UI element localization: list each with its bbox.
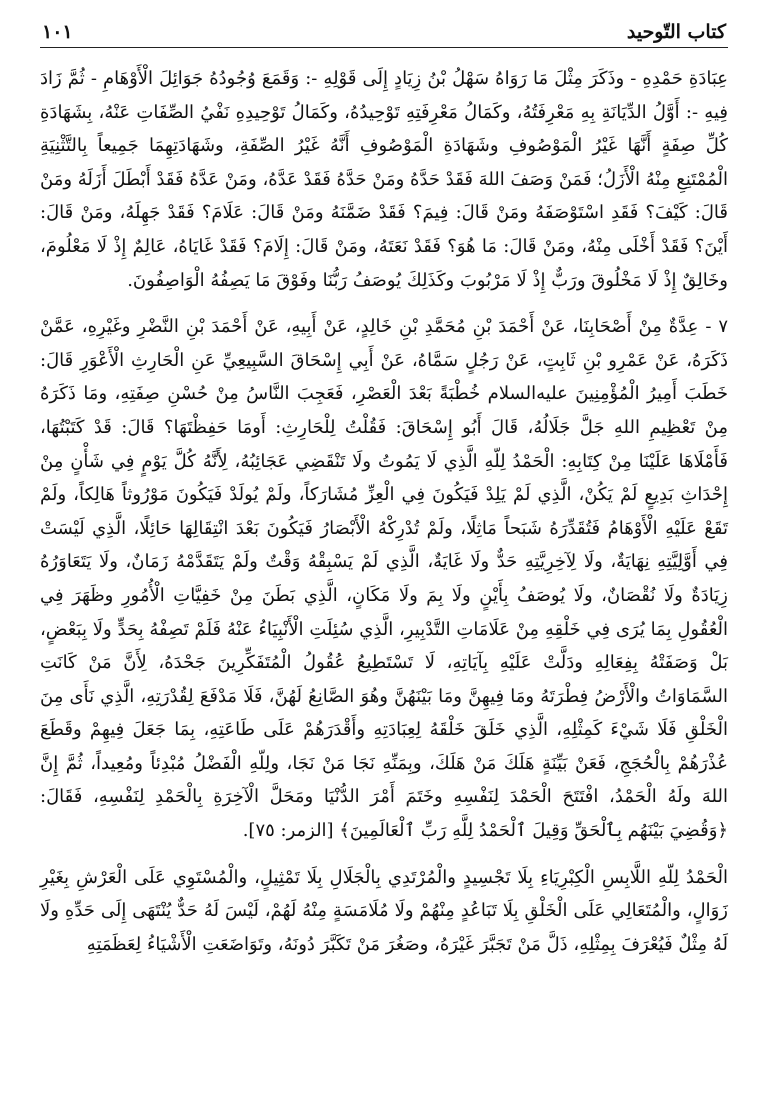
paragraph-continuation: عِبَادَةِ حَمْدِهِ - وذَكَرَ مِثْلَ مَا رَوَاهُ سَهْلُ بْنُ زِيَادٍ إِلَى قَوْلِهِ -: وَقَمَعَ وُجُودُهُ جَوَائِلَ الْأَوْهَامِ - ثُمَّ زَادَ فِيهِ -: أَوَّلُ الدِّيَانَةِ بِهِ مَعْرِفَتُهُ، وكَمَالُ مَعْرِفَتِهِ تَوْحِيدُهُ، وكَمَالُ تَوْحِيدِهِ نَفْيُ الصِّفَاتِ عَنْهُ، بِشَهَادَةِ كُلِّ صِفَةٍ أَنَّهَا غَيْرُ الْمَوْصُوفِ وشَهَادَةِ الْمَوْصُوفِ أَنَّهُ غَيْرُ الصِّفَةِ، وشَهَادَتِهِمَا جَمِيعاً بِالتَّثْنِيَةِ الْمُمْتَنِعِ مِنْهُ الْأَزَلُ؛ فَمَنْ وَصَفَ اللهَ فَقَدْ حَدَّهُ ومَنْ حَدَّهُ فَقَدْ عَدَّهُ، ومَنْ عَدَّهُ فَقَدْ أَبْطَلَ أَزَلَهُ ومَنْ قَالَ: كَيْفَ؟ فَقَدِ اسْتَوْصَفَهُ ومَنْ قَالَ: فِيمَ؟ فَقَدْ ضَمَّنَهُ ومَنْ قَالَ: عَلَامَ؟ فَقَدْ جَهِلَهُ، ومَنْ قَالَ: أَيْنَ؟ فَقَدْ أَخْلَى مِنْهُ، ومَنْ قَالَ: مَا هُوَ؟ فَقَدْ نَعَتَهُ، ومَنْ قَالَ: إِلَامَ؟ فَقَدْ غَايَاهُ، عَالِمٌ إِذْ لَا مَعْلُومَ، وخَالِقٌ إِذْ لَا مَخْلُوقَ ورَبٌّ إِذْ لَا مَرْبُوبَ وكَذَلِكَ يُوصَفُ رَبُّنَا وفَوْقَ مَا يَصِفُهُ الْوَاصِفُونَ.: [40, 68, 728, 291]
page-body: [40, 62, 728, 961]
running-title: كتاب التّوحيد: [626, 21, 726, 43]
page-header: [40, 0, 728, 48]
paragraph-hadith-7: ٧ - عِدَّةٌ مِنْ أَصْحَابِنَا، عَنْ أَحْمَدَ بْنِ مُحَمَّدِ بْنِ خَالِدٍ، عَنْ أَبِيهِ، عَنْ أَحْمَدَ بْنِ النَّضْرِ وغَيْرِهِ، عَمَّنْ ذَكَرَهُ، عَنْ عَمْرِو بْنِ ثَابِتٍ، عَنْ رَجُلٍ سَمَّاهُ، عَنْ أَبِي إِسْحَاقَ السَّبِيعِيِّ عَنِ الْحَارِثِ الْأَعْوَرِ قَالَ: خَطَبَ أَمِيرُ الْمُؤْمِنِينَ عليه‌السلام خُطْبَةً بَعْدَ الْعَصْرِ، فَعَجِبَ النَّاسُ مِنْ حُسْنِ صِفَتِهِ، ومَا ذَكَرَهُ مِنْ تَعْظِيمِ اللهِ جَلَّ جَلَالُهُ، قَالَ أَبُو إِسْحَاقَ: فَقُلْتُ لِلْحَارِثِ: أَومَا حَفِظْتَهَا؟ قَالَ: قَدْ كَتَبْتُهَا، فَأَمْلَاهَا عَلَيْنَا مِنْ كِتَابِهِ: الْحَمْدُ لِلّهِ الَّذِي لَا يَمُوتُ ولَا تَنْقَضِي عَجَائِبُهُ، لِأَنَّهُ كُلَّ يَوْمٍ فِي شَأْنٍ مِنْ إِحْدَاثِ بَدِيعٍ لَمْ يَكُنْ، الَّذِي لَمْ يَلِدْ فَيَكُونَ فِي الْعِزِّ مُشَارَكاً، ولَمْ يُولَدْ فَيَكُونَ مَوْرُوثاً هَالِكاً، ولَمْ تَقَعْ عَلَيْهِ الْأَوْهَامُ فَتُقَدِّرَهُ شَبَحاً مَاثِلًا، ولَمْ تُدْرِكْهُ الْأَبْصَارُ فَيَكُونَ بَعْدَ انْتِقَالِهَا حَائِلًا، الَّذِي لَيْسَتْ فِي أَوَّلِيَّتِهِ نِهَايَةٌ، ولَا لِآخِرِيَّتِهِ حَدٌّ ولَا غَايَةٌ، الَّذِي لَمْ يَسْبِقْهُ وَقْتٌ ولَمْ يَتَقَدَّمْهُ زَمَانٌ، ولَا يَتَعَاوَرُهُ زِيَادَةٌ ولَا نُقْصَانٌ، ولَا يُوصَفُ بِأَيْنٍ ولَا بِمَ ولَا مَكَانٍ، الَّذِي بَطَنَ مِنْ خَفِيَّاتِ الْأُمُورِ وظَهَرَ فِي الْعُقُولِ بِمَا يُرَى فِي خَلْقِهِ مِنْ عَلَامَاتِ التَّدْبِيرِ، الَّذِي سُئِلَتِ الْأَنْبِيَاءُ عَنْهُ فَلَمْ تَصِفْهُ بِحَدٍّ ولَا بِبَعْضٍ، بَلْ وَصَفَتْهُ بِفِعَالِهِ ودَلَّتْ عَلَيْهِ بِآيَاتِهِ، لَا تَسْتَطِيعُ عُقُولُ الْمُتَفَكِّرِينَ جَحْدَهُ، لِأَنَّ مَنْ كَانَتِ السَّمَاوَاتُ والْأَرْضُ فِطْرَتَهُ ومَا فِيهِنَّ ومَا بَيْنَهُنَّ وهُوَ الصَّانِعُ لَهُنَّ، فَلَا مَدْفَعَ لِقُدْرَتِهِ، الَّذِي نَأَى مِنَ الْخَلْقِ فَلَا شَيْءَ كَمِثْلِهِ، الَّذِي خَلَقَ خَلْقَهُ لِعِبَادَتِهِ وأَقْدَرَهُمْ عَلَى طَاعَتِهِ، بِمَا جَعَلَ فِيهِمْ وقَطَعَ عُذْرَهُمْ بِالْحُجَجِ، فَعَنْ بَيِّنَةٍ هَلَكَ مَنْ هَلَكَ، وبِمَنِّهِ نَجَا مَنْ نَجَا، ولِلّهِ الْفَضْلُ مُبْدِئاً ومُعِيداً، ثُمَّ إِنَّ اللهَ ولَهُ الْحَمْدُ، افْتَتَحَ الْحَمْدَ لِنَفْسِهِ وخَتَمَ أَمْرَ الدُّنْيَا ومَحَلَّ الْآخِرَةِ بِالْحَمْدِ لِنَفْسِهِ، فَقَالَ: ﴿وَقُضِيَ بَيْنَهُم بِٱلْحَقِّ وَقِيلَ ٱلْحَمْدُ لِلَّهِ رَبِّ ٱلْعَالَمِينَ﴾ [الزمر: ٧٥].: [40, 316, 728, 842]
page-number: ١٠١: [42, 21, 73, 43]
paragraph-sermon-continued: الْحَمْدُ لِلّهِ اللَّابِسِ الْكِبْرِيَاءِ بِلَا تَجْسِيدٍ والْمُرْتَدِي بِالْجَلَالِ بِلَا تَمْثِيلٍ، والْمُسْتَوِي عَلَى الْعَرْشِ بِغَيْرِ زَوَالٍ، والْمُتَعَالِي عَلَى الْخَلْقِ بِلَا تَبَاعُدٍ مِنْهُمْ ولَا مُلَامَسَةٍ مِنْهُ لَهُمْ، لَيْسَ لَهُ حَدٌّ يُنْتَهَى إِلَى حَدِّهِ ولَا لَهُ مِثْلٌ فَيُعْرَفَ بِمِثْلِهِ، ذَلَّ مَنْ تَجَبَّرَ غَيْرَهُ، وصَغُرَ مَنْ تَكَبَّرَ دُونَهُ، وتَوَاضَعَتِ الْأَشْيَاءُ لِعَظَمَتِهِ: [40, 866, 728, 955]
